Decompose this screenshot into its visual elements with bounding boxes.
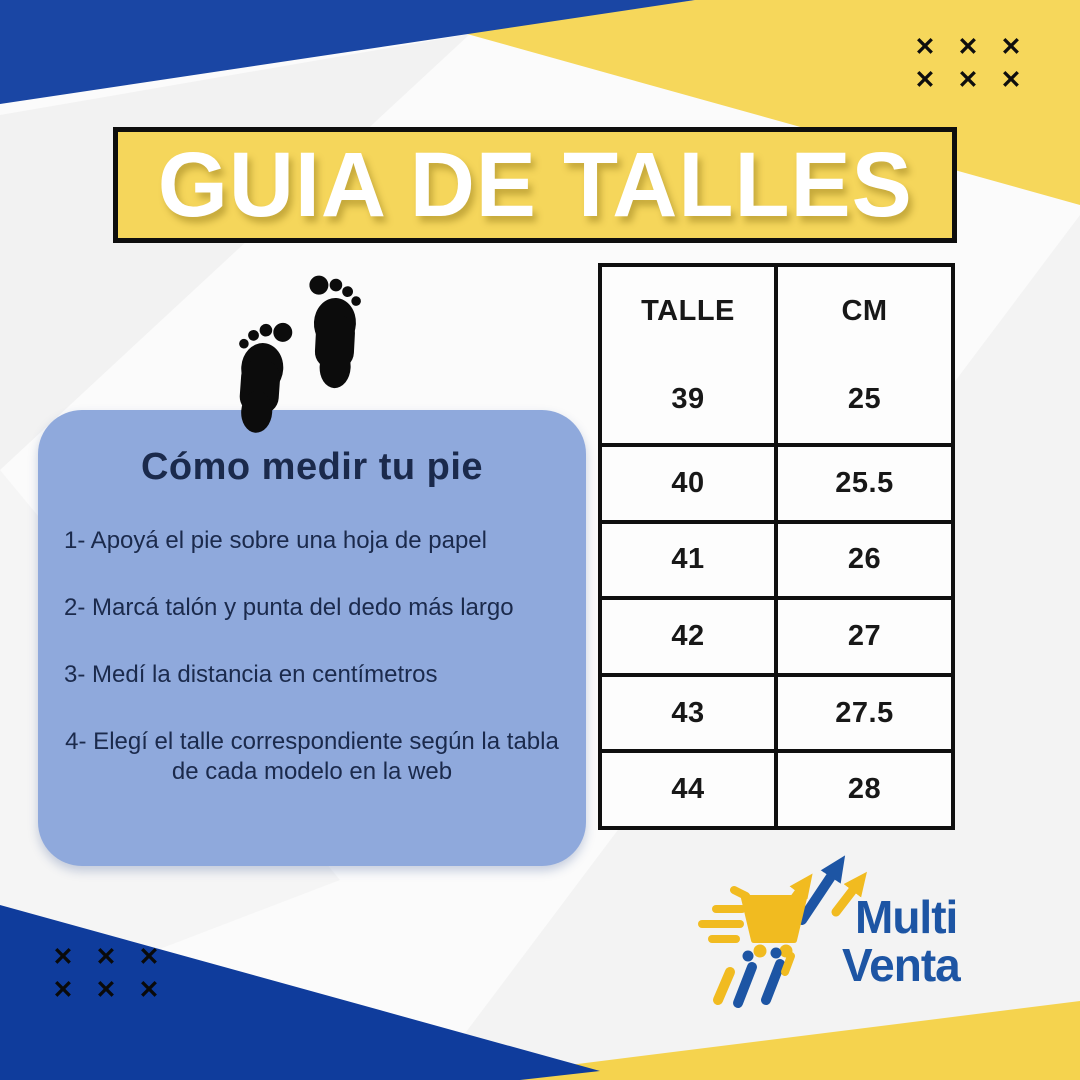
instruction-step-2: 2- Marcá talón y punta del dedo más largo	[64, 594, 514, 621]
cm-value: 25.5	[774, 447, 951, 520]
x-mark-icon: ✕	[95, 943, 117, 971]
x-mark-icon: ✕	[1000, 33, 1022, 61]
talle-value: 44	[671, 773, 705, 806]
table-row	[602, 443, 951, 520]
x-mark-icon: ✕	[52, 976, 74, 1004]
talle-value: 42	[671, 619, 705, 652]
talle-value: 40	[671, 466, 705, 499]
column-header-talle: TALLE	[641, 294, 735, 327]
table-row	[602, 355, 951, 443]
x-mark-icon: ✕	[957, 33, 979, 61]
column-header-cm: CM	[774, 267, 951, 355]
talle-value: 39	[671, 382, 705, 415]
table-row	[602, 749, 951, 826]
instruction-step-1: 1- Apoyá el pie sobre una hoja de papel	[64, 527, 487, 554]
poster-title: GUIA DE TALLES	[157, 133, 913, 236]
talle-value: 43	[671, 696, 705, 729]
logo-word-venta: Venta	[842, 939, 960, 991]
x-pattern-top-right	[912, 32, 1024, 95]
x-mark-icon: ✕	[957, 66, 979, 94]
instructions-panel	[38, 410, 586, 866]
table-header-row	[602, 267, 951, 355]
gray-facet	[0, 34, 470, 470]
table-row	[602, 520, 951, 597]
running-slashes-icon	[718, 948, 791, 1004]
title-banner	[113, 127, 957, 243]
x-mark-icon: ✕	[138, 976, 160, 1004]
multiventa-logo	[690, 850, 990, 1015]
x-pattern-bottom-left	[50, 942, 162, 1005]
instructions-heading: Cómo medir tu pie	[140, 446, 484, 488]
instruction-step-4: 4- Elegí el talle correspondiente según la tabla de cada modelo en la web	[65, 728, 559, 785]
cm-value: 26	[774, 524, 951, 597]
logo-word-multi: Multi	[855, 891, 958, 943]
multiventa-logo-graphic	[690, 850, 990, 1015]
talle-value: 41	[671, 543, 705, 576]
cm-value: 27.5	[774, 677, 951, 750]
cm-value: 25	[774, 355, 951, 443]
x-mark-icon: ✕	[95, 976, 117, 1004]
cm-value: 27	[774, 600, 951, 673]
cart-icon	[734, 890, 804, 958]
x-mark-icon: ✕	[52, 943, 74, 971]
x-mark-icon: ✕	[1000, 66, 1022, 94]
speed-lines-icon	[698, 905, 746, 943]
table-row	[602, 673, 951, 750]
x-mark-icon: ✕	[914, 66, 936, 94]
cm-value: 28	[774, 753, 951, 826]
table-row	[602, 596, 951, 673]
x-mark-icon: ✕	[914, 33, 936, 61]
x-mark-icon: ✕	[138, 943, 160, 971]
instruction-step-3: 3- Medí la distancia en centímetros	[64, 661, 438, 688]
size-table	[598, 263, 955, 830]
